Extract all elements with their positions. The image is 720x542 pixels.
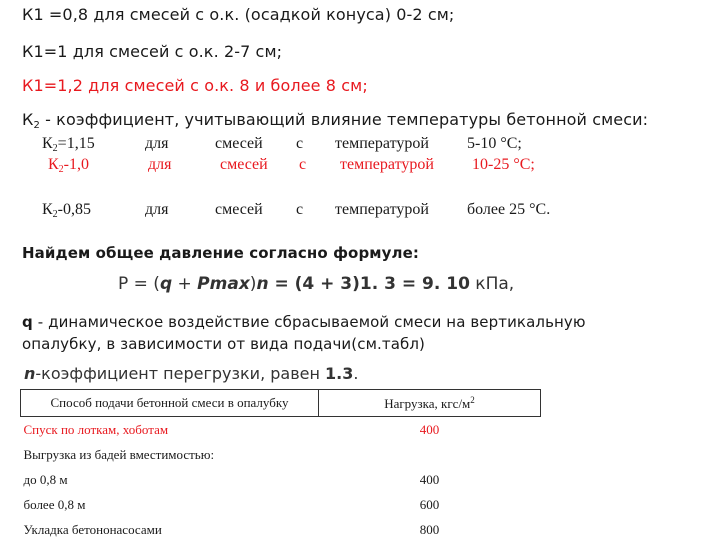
row-load: 600 xyxy=(419,496,440,512)
row-method: Выгрузка из бадей вместимостью: xyxy=(23,446,215,462)
row-method: до 0,8 м xyxy=(23,471,68,487)
k2-row-2-word-with: с xyxy=(299,156,307,173)
k2-row-3-range: более 25 °С. xyxy=(467,201,551,218)
q-description-line-1: q - динамическое воздействие сбрасываемой смеси на вертикальную xyxy=(22,313,586,331)
k2-row-2-word-for: для xyxy=(148,156,172,173)
k2-row-1-word-temp: температурой xyxy=(335,135,429,152)
k2-intro-symbol: К xyxy=(22,110,34,129)
k2-row-3-word-with: с xyxy=(296,201,304,218)
table-header-row xyxy=(21,390,541,417)
k2-row-1-word-mixes: смесей xyxy=(215,135,263,152)
k2-row-1-range: 5-10 °С; xyxy=(467,135,522,152)
k2-row-2-range: 10-25 °С; xyxy=(472,156,535,173)
k1-line-1: К1 =0,8 для смесей с о.к. (осадкой конуса) 0-2 см; xyxy=(22,5,455,24)
formula-heading: Найдем общее давление согласно формуле: xyxy=(22,244,419,262)
k2-row-2-coef: $К_2-1,0$ xyxy=(48,156,89,175)
header-load: Нагрузка, кгс/$м^2$ xyxy=(319,390,541,417)
k2-row-1-coef: $К_2=1,15$ xyxy=(42,135,95,154)
table-row xyxy=(21,467,541,492)
header-method: Способ подачи бетонной смеси в опалубку xyxy=(21,390,319,417)
k2-row-3-word-temp: температурой xyxy=(335,201,429,218)
row-load: 400 xyxy=(419,421,440,437)
k2-row-2 xyxy=(0,156,720,178)
k2-row-2-word-temp: температурой xyxy=(340,156,434,173)
table-row xyxy=(21,442,541,467)
k1-line-3: К1=1,2 для смесей с о.к. 8 и более 8 см; xyxy=(22,76,368,95)
k2-row-3 xyxy=(0,201,720,223)
table-row xyxy=(21,492,541,517)
q-description-line-2: опалубку, в зависимости от вида подачи(см.табл) xyxy=(22,335,425,353)
k2-row-1-word-for: для xyxy=(145,135,169,152)
k2-intro-subscript: 2 xyxy=(33,120,40,131)
row-method: более 0,8 м xyxy=(23,496,86,512)
k2-row-1 xyxy=(0,135,720,157)
load-table xyxy=(20,389,541,542)
row-load xyxy=(319,442,541,467)
row-load: 800 xyxy=(419,521,440,537)
row-load: 400 xyxy=(419,471,440,487)
table-row xyxy=(21,517,541,542)
pressure-formula: P = (q + Pmax)n = (4 + 3)1. 3 = 9. 10 кПа, xyxy=(118,274,515,294)
k2-intro xyxy=(22,110,648,131)
k2-row-2-word-mixes: смесей xyxy=(220,156,268,173)
k2-intro-text: - коэффициент, учитывающий влияние температуры бетонной смеси: xyxy=(39,110,649,129)
row-method: Спуск по лоткам, хоботам xyxy=(23,421,169,437)
row-method: Укладка бетононасосами xyxy=(23,521,162,537)
k2-row-3-word-mixes: смесей xyxy=(215,201,263,218)
n-description: n-коэффициент перегрузки, равен 1.3. xyxy=(24,364,359,383)
k1-line-2: К1=1 для смесей с о.к. 2-7 см; xyxy=(22,42,283,61)
k2-row-1-word-with: с xyxy=(296,135,304,152)
table-row xyxy=(21,417,541,443)
k2-row-3-coef: $К_2-0,85$ xyxy=(42,201,91,220)
k2-row-3-word-for: для xyxy=(145,201,169,218)
